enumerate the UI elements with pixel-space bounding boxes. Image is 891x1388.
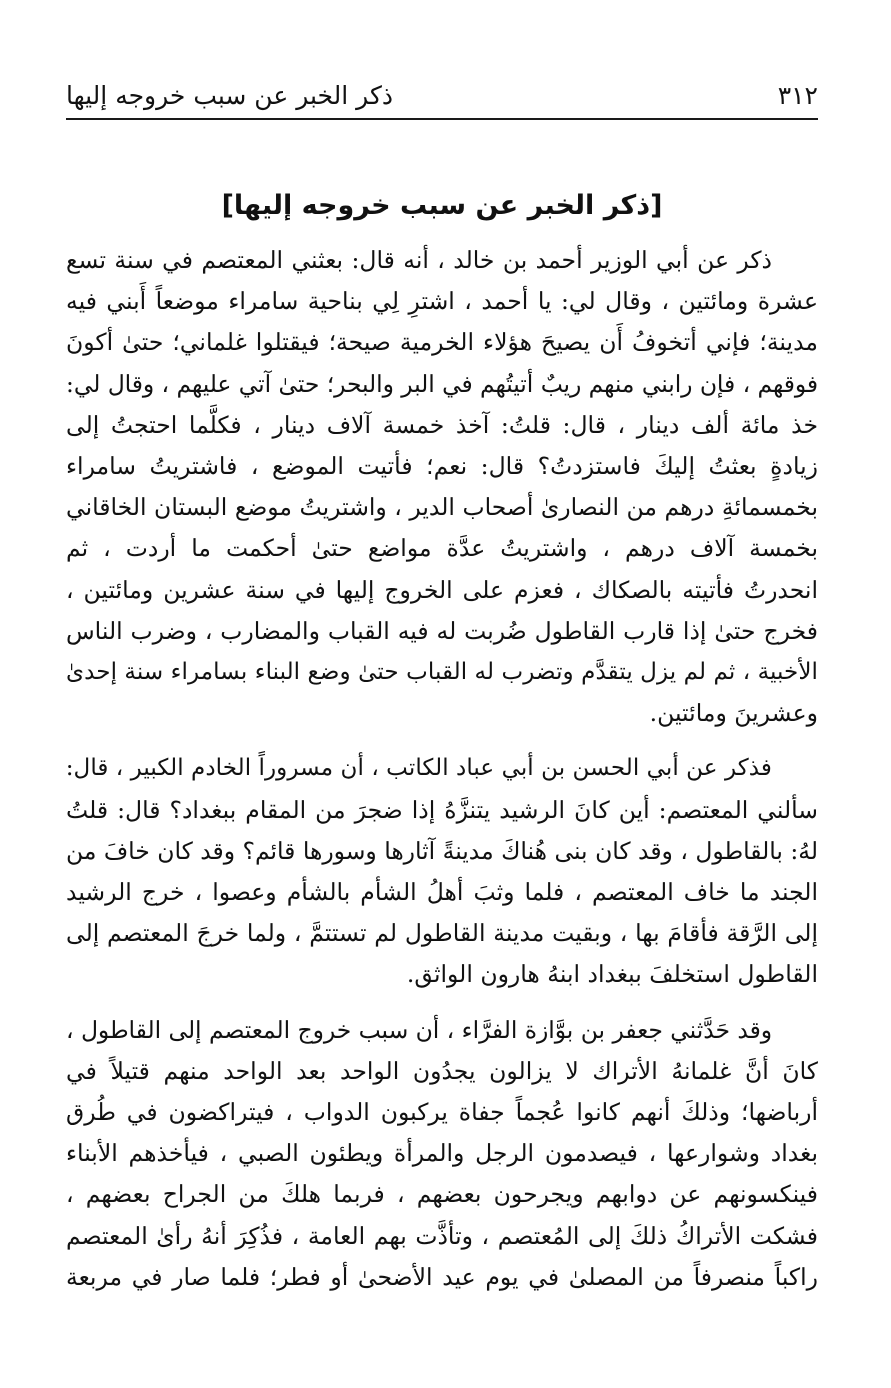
paragraph-2 xyxy=(66,748,818,995)
text-line: انحدرتُ فأتيته بالصكاك ، فعزم على الخروج إليها في سنة عشرين ومائتين ، xyxy=(66,575,818,604)
text-line: وقد حَدَّثني جعفر بن بوَّازة الفرَّاء ، أن سبب خروج المعتصم إلى القاطول ، xyxy=(66,1015,772,1044)
text-line: فشكت الأتراكُ ذلكَ إلى المُعتصم ، وتأذَّت بهم العامة ، فذُكِرَ أنهُ رأىٰ المعتصم xyxy=(66,1221,818,1250)
text-line: كانَ أنَّ غلمانهُ الأتراك لا يزالون يجدُون الواحد بعد الواحد منهم قتيلاً في xyxy=(66,1056,818,1085)
section-title: [ذكر الخبر عن سبب خروجه إليها] xyxy=(221,190,663,221)
text-line: وعشرينَ ومائتين. xyxy=(649,699,818,728)
text-line: إلى الرَّقة فأقامَ بها ، وبقيت مدينة القاطول لم تستتمَّ ، ولما خرجَ المعتصم إلى xyxy=(66,919,818,948)
text-line: خذ مائة ألف دينار ، قال: قلتُ: آخذ خمسة آلاف دينار ، فكلَّما احتجتُ إلى xyxy=(66,410,818,439)
text-line: الأخبية ، ثم لم يزل يتقدَّم وتضرب له القباب حتىٰ وضع البناء بسامراء سنة إحدىٰ xyxy=(66,659,818,686)
header-rule xyxy=(66,118,818,120)
text-line: زيادةٍ بعثتُ إليكَ فاستزدتُ؟ قال: نعم؛ فأتيت الموضع ، فاشتريتُ سامراء xyxy=(66,452,818,481)
running-header xyxy=(66,72,818,112)
text-line: بخمسمائةِ درهم من النصارىٰ أصحاب الدير ، واشتريتُ موضع البستان الخاقاني xyxy=(66,493,818,522)
text-line: لهُ: بالقاطول ، وقد كان بنى هُناكَ مدينةً آثارها وسورها قائم؟ وقد كان خافَ من xyxy=(66,836,818,865)
book-page xyxy=(66,0,818,1388)
page-number: ٣١٢ xyxy=(777,81,818,110)
text-line: بخمسة آلاف درهم ، واشتريتُ عدَّة مواضع حتىٰ أحكمت ما أردت ، ثم xyxy=(66,534,818,563)
paragraph-3 xyxy=(66,1010,818,1298)
running-title: ذكر الخبر عن سبب خروجه إليها xyxy=(66,81,394,110)
text-line: فخرج حتىٰ إذا قارب القاطول ضُربت له فيه القباب والمضارب ، وضرب الناس xyxy=(66,616,818,645)
text-line: فينكسونهم عن دوابهم ويجرحون بعضهم ، فربما هلكَ من الجراح بعضهم ، xyxy=(66,1180,818,1209)
text-line: فذكر عن أبي الحسن بن أبي عباد الكاتب ، أن مسروراً الخادم الكبير ، قال: xyxy=(65,755,772,782)
text-line: القاطول استخلفَ ببغداد ابنهُ هارون الواثق. xyxy=(406,960,818,989)
body-text xyxy=(66,240,818,1298)
text-line: عشرة ومائتين ، وقال لي: يا أحمد ، اشترِ لِي بناحية سامراء موضعاً أَبني فيه xyxy=(66,287,818,316)
text-line: أرباضها؛ وذلكَ أنهم كانوا عُجماً جفاة يركبون الدواب ، فيتراكضون في طُرق xyxy=(66,1098,818,1127)
text-line: ذكر عن أبي الوزير أحمد بن خالد ، أنه قال: بعثني المعتصم في سنة تسع xyxy=(66,246,772,274)
paragraph-1 xyxy=(66,240,818,734)
text-line: فوقهم ، فإن رابني منهم ريبٌ أتيتُهم في البر والبحر؛ حتىٰ آتي عليهم ، وقال لي: xyxy=(66,370,818,398)
text-line: سألني المعتصم: أين كانَ الرشيد يتنزَّهُ إذا ضجرَ من المقام ببغداد؟ قال: قلتُ xyxy=(66,795,818,824)
text-line: بغداد وشوارعها ، فيصدمون الرجل والمرأة ويطئون الصبي ، فيأخذهم الأبناء xyxy=(66,1139,818,1168)
text-line: مدينة؛ فإني أتخوفُ أَن يصيحَ هؤلاء الخرمية صيحة؛ فيقتلوا غلماني؛ حتىٰ أكونَ xyxy=(66,328,818,357)
text-line: راكباً منصرفاً من المصلىٰ في يوم عيد الأضحىٰ أو فطر؛ فلما صار في مربعة xyxy=(66,1262,818,1291)
text-line: الجند ما خاف المعتصم ، فلما وثبَ أهلُ الشأم بالشأم وعصوا ، خرج الرشيد xyxy=(66,878,818,907)
